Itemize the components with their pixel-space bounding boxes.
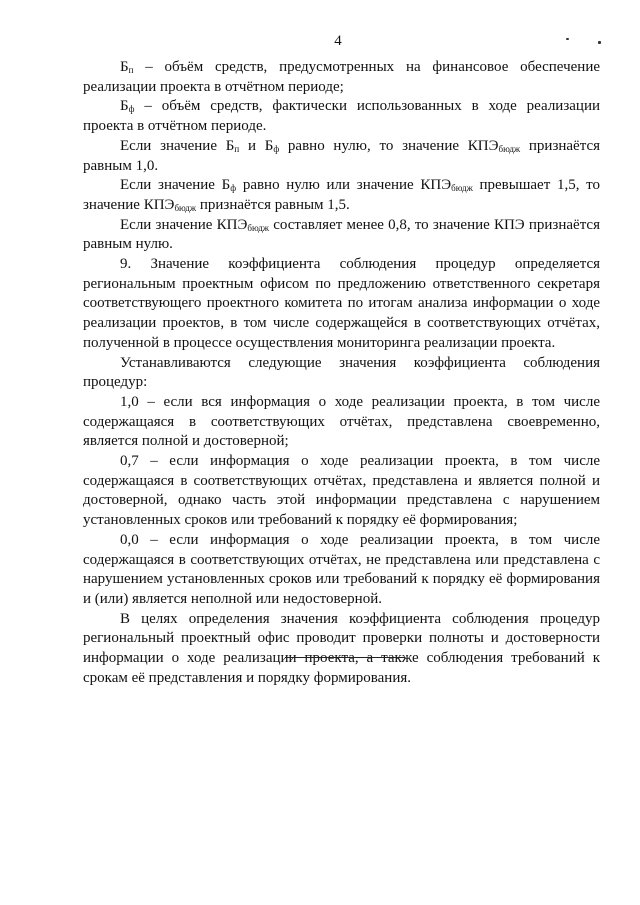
symbol-b: Б [120, 98, 129, 115]
rule-exceeds [83, 176, 600, 215]
symbol-subscript: бюдж [498, 143, 521, 154]
rule-text: признаётся равным 1,0. [83, 137, 601, 174]
value-item: 1,0 – если вся информация о ходе реализации проекта, в том числе содержащаяся в соответствующих отчётах, представлена своевременно, является полной и достоверной; [83, 393, 600, 450]
symbol-kpe: КПЭ [143, 196, 175, 213]
values-intro: Устанавливаются следующие значения коэффициента соблюдения процедур: [83, 354, 600, 391]
rule-below-threshold [83, 216, 600, 255]
scan-speck [566, 38, 569, 40]
definition-text: – объём средств, предусмотренных на финансовое обеспечение реализации проекта в отчётном периоде; [83, 59, 600, 95]
rule-text: равно нулю или значение [236, 177, 421, 194]
symbol-subscript: п [128, 65, 134, 75]
rule-text: Если значение [120, 137, 226, 154]
value-item: 0,7 – если информация о ходе реализации проекта, в том числе содержащаяся в соответствующих отчётах, представлена и является полной и достоверной, однако часть этой информации представлена с нарушением установленных сроков или требований к порядку её формирования; [83, 453, 600, 529]
symbol-subscript: ф [128, 104, 135, 115]
symbol-subscript: бюдж [174, 202, 197, 213]
page-number: 4 [334, 33, 342, 49]
symbol-subscript: п [234, 143, 240, 154]
rule-text: Если значение [120, 177, 222, 194]
symbol-b: Б [221, 177, 231, 194]
symbol-kpe: КПЭ [216, 216, 248, 233]
paragraph-9: 9. Значение коэффициента соблюдения процедур определяется региональным проектным офисом по предложению ответственного секретаря соответствующего проектного комитета по итогам анализа информации о ходе реализации проектов, в том числе содержащейся в соответствующих отчётах, полученной в процессе осуществления мониторинга реализации проекта. [83, 256, 600, 351]
closing-paragraph: В целях определения значения коэффициента соблюдения процедур региональный проектный офис проводит проверки полноты и достоверности информации о ходе реализации проекта, а также соблюдения требований к срокам её представления и порядку формирования. [83, 610, 600, 686]
symbol-b: Б [264, 137, 274, 154]
rule-zero-values [83, 137, 600, 176]
value-item: 0,0 – если информация о ходе реализации проекта, в том числе содержащаяся в соответствующих отчётах, не представлена или представлена с нарушением установленных сроков или требований к порядку её формирования и (или) является неполной или недостоверной. [83, 531, 600, 607]
rule-text: признаётся равным 1,5. [196, 196, 350, 213]
definition-bp [83, 58, 600, 97]
rule-text: Если значение [120, 216, 217, 233]
end-divider [285, 657, 405, 658]
symbol-subscript: ф [230, 183, 237, 194]
definition-bf [83, 97, 600, 136]
rule-text: равно нулю, то значение [279, 137, 468, 154]
symbol-kpe: КПЭ [420, 177, 452, 194]
symbol-b: Б [225, 137, 235, 154]
rule-text: и [239, 137, 265, 154]
scan-speck [598, 41, 601, 44]
symbol-b: Б [120, 59, 129, 75]
definition-text: – объём средств, фактически использованных в ходе реализации проекта в отчётном периоде. [83, 98, 600, 135]
symbol-kpe: КПЭ [467, 137, 499, 154]
symbol-subscript: бюдж [247, 222, 270, 233]
rule-text: превышает 1,5, то значение [83, 177, 601, 213]
symbol-subscript: ф [273, 143, 280, 154]
rule-text: составляет менее 0,8, то значение КПЭ признаётся равным нулю. [83, 216, 600, 253]
document-body [83, 58, 600, 689]
symbol-subscript: бюдж [451, 183, 473, 194]
